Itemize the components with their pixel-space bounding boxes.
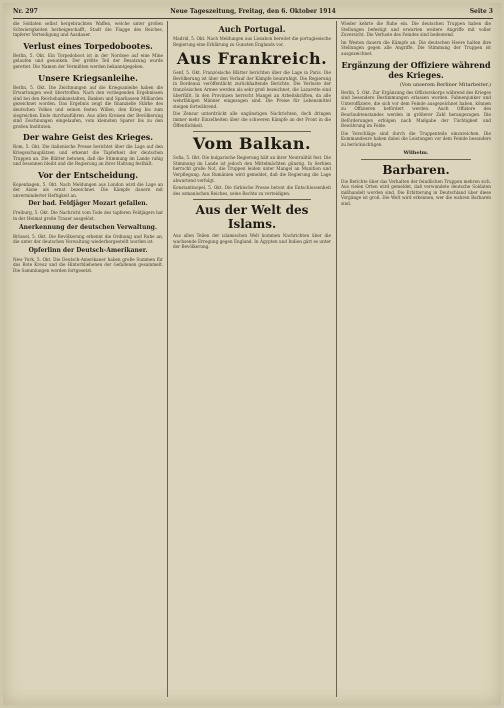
article-text: Berlin, 5. Okt. Zur Ergänzung des Offizierskorps während des Krieges sind besondere Bestimmungen erlassen worden. Fahnenjunker und Unteroffiziere, die sich vor dem Feinde ausgezeichnet haben, können zu Offizieren befördert werden. Auch Offiziere des Beurlaubtenstandes werden in größerer Zahl herangezogen. Die Beförderungen erfolgen nach Maßgabe der Tüchtigkeit und Bewährung im Felde. — [341, 89, 491, 129]
headline-torpedo-boat: Verlust eines Torpedobootes. — [23, 40, 153, 51]
signature: Wilhelm. — [403, 149, 429, 156]
article-text: Konstantinopel, 5. Okt. Die türkische Presse betont die Entschlossenheit des osmanischen Reiches, seine Rechte zu verteidigen. — [173, 185, 331, 196]
headline-barbarians: Barbaren. — [382, 162, 450, 177]
headline-spirit-of-war: Der wahre Geist des Krieges. — [22, 132, 154, 143]
article-text: Sofia, 5. Okt. Die bulgarische Regierung hält an ihrer Neutralität fest. Die Stimmung im Lande ist jedoch den Mittelmächten günstig. In Serbien herrscht große Not, die Truppen leiden unter Mangel an Munition und Verpflegung. Aus Rumänien wird gemeldet, daß die Regierung die Lage abwartend verfolgt. — [173, 155, 331, 183]
article-text: Rom, 5. Okt. Die italienische Presse berichtet über die Lage auf den Kriegsschauplätzen und erkennt die Tapferkeit der deutschen Truppen an. Die Blätter betonen, daß die Stimmung im Lande ruhig und besonnen bleibt und die Regierung an ihrer Haltung festhält. — [13, 144, 163, 167]
article-text: Die Vorschläge sind durch die Truppenteile einzureichen. Die Kommandeure haben dabei die Leistungen vor dem Feinde besonders zu berücksichtigen. — [341, 130, 491, 147]
issue-number: Nr. 297 — [13, 8, 38, 15]
byline: (Von unserem Berliner Mitarbeiter.) — [399, 81, 491, 88]
article-text: Die Zensur unterdrückt alle ungünstigen Nachrichten, doch dringen immer mehr Einzelheiten über die schweren Kämpfe an der Front in die Öffentlichkeit. — [173, 111, 331, 128]
article-text: Berlin, 5. Okt. Die Zeichnungen auf die Kriegsanleihe haben die Erwartungen weit übertroffen. Nach den vorliegenden Ergebnissen sind bei den Reichsbankanstalten, Banken und Sparkassen Milliarden gezeichnet worden. Das Ergebnis zeigt die finanzielle Stärke des deutschen Volkes und seinen festen Willen, den Krieg bis zum siegreichen Ende durchzuführen. Aus allen Kreisen der Bevölkerung sind Zeichnungen eingelaufen, vom kleinsten Sparer bis zu den großen Instituten. — [13, 84, 163, 129]
divider — [193, 131, 311, 132]
article-text: Madrid, 5. Okt. Nach Meldungen aus Lissabon bereitet die portugiesische Regierung eine Erklärung zu Gunsten Englands vor. — [173, 36, 331, 47]
article-text: Aus allen Teilen der islamischen Welt kommen Nachrichten über die wachsende Erregung gegen England. In Ägypten und Indien gärt es unter der Bevölkerung. — [173, 233, 331, 250]
headline-france: Aus Frankreich. — [176, 49, 328, 69]
divider — [193, 199, 311, 200]
headline-before-decision: Vor der Entscheidung. — [37, 169, 139, 180]
article-text: Die Berichte über das Verhalten der feindlichen Truppen mehren sich. Aus vielen Orten wird gemeldet, daß verwundete deutsche Soldaten mißhandelt worden sind. Die Erbitterung in Deutschland über diese Vorgänge ist groß. Die Welt wird erkennen, wer die wahren Barbaren sind. — [341, 178, 491, 206]
article-text: Im Westen dauern die Kämpfe an. Die deutschen Heere halten ihre Stellungen gegen alle Angriffe. Die Stimmung der Truppen ist ausgezeichnet. — [341, 39, 491, 56]
column-rule-2 — [336, 21, 337, 697]
column-3 — [341, 21, 491, 697]
newspaper-title-date: Neue Tageszeitung, Freitag, den 6. Oktober 1914 — [170, 8, 336, 15]
article-text: Brüssel, 5. Okt. Die Bevölkerung erkennt die Ordnung und Ruhe an, die unter der deutschen Verwaltung wiederhergestellt worden ist. — [13, 233, 163, 245]
headline-feldjaeger: Der bad. Feldjäger Mozart gefallen. — [28, 200, 148, 208]
masthead — [13, 6, 493, 19]
headline-islam: Aus der Welt des Islams. — [195, 203, 309, 232]
headline-german-americans: Opferlinn der Deutsch-Amerikaner. — [28, 246, 148, 254]
column-rule-1 — [167, 21, 168, 697]
newspaper-page — [3, 3, 501, 705]
article-text: Genf, 5. Okt. Französische Blätter berichten über die Lage in Paris. Die Bevölkerung ist über den Verlauf der Kämpfe beunruhigt. Die Regierung in Bordeaux veröffentlicht zurückhaltende Berichte. Die Verluste der französischen Armee werden als sehr groß bezeichnet, die Lazarette sind überfüllt. In den Provinzen herrscht Mangel an Arbeitskräften, da alle wehrfähigen Männer eingezogen sind. Die Preise für Lebensmittel steigen fortwährend. — [173, 70, 331, 109]
headline-war-loan: Unsere Kriegsanleihe. — [38, 72, 138, 83]
page-number: Seite 3 — [469, 8, 493, 15]
article-text: Berlin, 5. Okt. Ein Torpedoboot ist in der Nordsee auf eine Mine gelaufen und gesunken. Der größte Teil der Besatzung wurde gerettet. Die Namen der Vermißten werden bekanntgegeben. — [13, 52, 163, 69]
headline-balkan: Vom Balkan. — [192, 134, 312, 154]
article-text: New York, 5. Okt. Die Deutsch-Amerikaner haben große Summen für das Rote Kreuz und die Hinterbliebenen der Gefallenen gesammelt. Die Sammlungen werden fortgesetzt. — [13, 256, 163, 274]
headline-administration: Anerkennung der deutschen Verwaltung. — [19, 223, 157, 231]
article-text: Kopenhagen, 5. Okt. Nach Meldungen aus London wird die Lage an der Aisne als ernst bezeichnet. Die Kämpfe dauern mit unverminderter Heftigkeit an. — [13, 181, 163, 198]
article-text: Freiburg, 5. Okt. Die Nachricht vom Tode des tapferen Feldjägers hat in der Heimat große Trauer ausgelöst. — [13, 210, 163, 222]
lead-paragraph: die Soldaten selbst hergebrachten Waffen, welche unter großen Schwierigkeiten herbeigeschafft, Stadt die Flagge des Reiches, tapferer Verteidigung und Ausdauer. — [13, 21, 163, 38]
headline-officers: Ergänzung der Offiziere während des Krieges. — [341, 59, 491, 80]
column-2 — [173, 21, 331, 697]
headline-portugal: Auch Portugal. — [218, 24, 286, 34]
divider — [361, 159, 471, 160]
column-1 — [13, 21, 163, 697]
article-text: Wieder kehrte die Ruhe ein. Die deutschen Truppen haben die Stellungen befestigt und erwarten weitere Angriffe mit voller Zuversicht. Die Verluste des Feindes sind bedeutend. — [341, 21, 491, 38]
